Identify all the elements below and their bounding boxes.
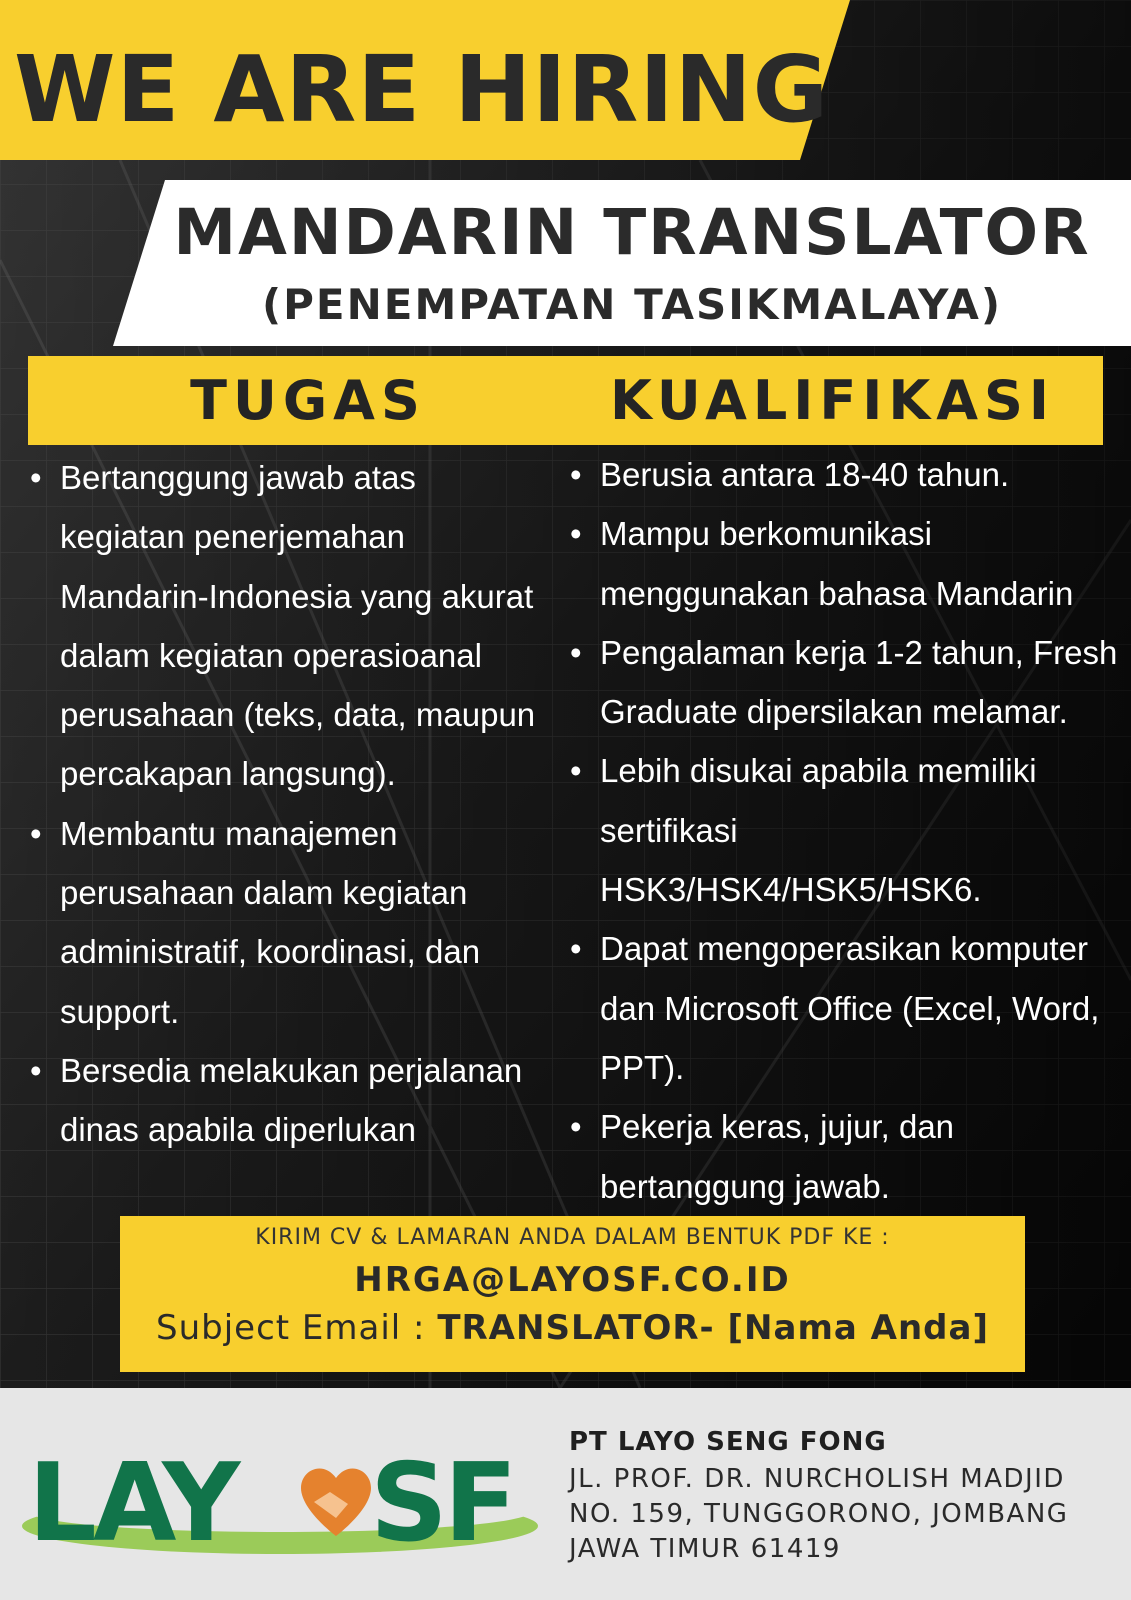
company-address-line-1: JL. PROF. DR. NURCHOLISH MADJID	[569, 1464, 1065, 1494]
duties-list	[30, 448, 560, 1160]
company-logo	[18, 1430, 538, 1570]
qualification-item	[570, 1097, 1130, 1216]
duty-item	[30, 804, 560, 1041]
qualification-item	[570, 623, 1130, 742]
duty-line: percakapan langsung).	[60, 755, 396, 793]
duty-line: kegiatan penerjemahan	[60, 518, 405, 556]
qualification-line: Berusia antara 18-40 tahun.	[600, 456, 1010, 493]
hiring-headline: WE ARE HIRING	[14, 36, 830, 143]
qualifications-list	[570, 445, 1130, 1216]
duty-line: dalam kegiatan operasioanal	[60, 636, 482, 674]
qualification-line: Lebih disukai apabila memiliki	[600, 752, 1037, 790]
qualification-line: HSK3/HSK4/HSK5/HSK6.	[600, 871, 982, 909]
company-address-line-2: NO. 159, TUNGGORONO, JOMBANG	[569, 1499, 1069, 1529]
qualification-line: Pekerja keras, jujur, dan	[600, 1108, 955, 1146]
qualification-line: PPT).	[600, 1048, 685, 1086]
qualification-line: sertifikasi	[600, 811, 738, 849]
logo-text-right: SF	[370, 1441, 514, 1566]
duty-line: perusahaan (teks, data, maupun	[60, 696, 536, 734]
logo-text-left: LAY	[28, 1441, 237, 1566]
duty-line: Membantu manajemen	[60, 814, 398, 852]
company-name: PT LAYO SENG FONG	[569, 1427, 887, 1457]
contact-subject	[120, 1306, 1025, 1350]
company-address-line-3: JAWA TIMUR 61419	[569, 1534, 841, 1564]
duty-item	[30, 448, 560, 804]
qualification-item	[570, 919, 1130, 1097]
duty-line: Mandarin-Indonesia yang akurat	[60, 577, 534, 615]
qualification-line: Dapat mengoperasikan komputer	[600, 930, 1088, 968]
bullet-icon: •	[570, 930, 582, 968]
qualification-line: bertanggung jawab.	[600, 1167, 890, 1205]
contact-instruction: KIRIM CV & LAMARAN ANDA DALAM BENTUK PDF KE :	[255, 1225, 890, 1250]
bullet-icon: •	[30, 459, 42, 496]
subject-value: TRANSLATOR- [Nama Anda]	[437, 1308, 989, 1348]
qualification-line: Graduate dipersilakan melamar.	[600, 693, 1068, 731]
qualifications-heading: KUALIFIKASI	[610, 369, 1055, 432]
bullet-icon: •	[570, 515, 582, 553]
contact-email[interactable]: HRGA@LAYOSF.CO.ID	[354, 1260, 791, 1300]
duty-item	[30, 1041, 560, 1160]
qualification-line: dan Microsoft Office (Excel, Word,	[600, 989, 1100, 1027]
duty-line: administratif, koordinasi, dan	[60, 933, 481, 971]
bullet-icon: •	[30, 814, 42, 852]
job-title: MANDARIN TRANSLATOR	[173, 196, 1091, 269]
qualification-line: Pengalaman kerja 1-2 tahun, Fresh	[600, 633, 1118, 671]
qualification-item	[570, 741, 1130, 919]
duty-line: dinas apabila diperlukan	[60, 1111, 416, 1149]
duty-line: Bersedia melakukan perjalanan	[60, 1051, 523, 1089]
duties-heading: TUGAS	[190, 369, 426, 432]
qualification-item	[570, 445, 1130, 504]
bullet-icon: •	[30, 1051, 42, 1089]
duty-line: Bertanggung jawab atas	[60, 459, 416, 496]
duty-line: perusahaan dalam kegiatan	[60, 874, 468, 912]
subject-label: Subject Email :	[156, 1308, 438, 1348]
qualification-line: menggunakan bahasa Mandarin	[600, 574, 1074, 612]
bullet-icon: •	[570, 752, 582, 790]
bullet-icon: •	[570, 456, 582, 493]
qualification-item	[570, 504, 1130, 623]
qualification-line: Mampu berkomunikasi	[600, 515, 932, 553]
job-placement: (PENEMPATAN TASIKMALAYA)	[261, 280, 1003, 329]
bullet-icon: •	[570, 1108, 582, 1146]
duty-line: support.	[60, 992, 180, 1030]
bullet-icon: •	[570, 633, 582, 671]
